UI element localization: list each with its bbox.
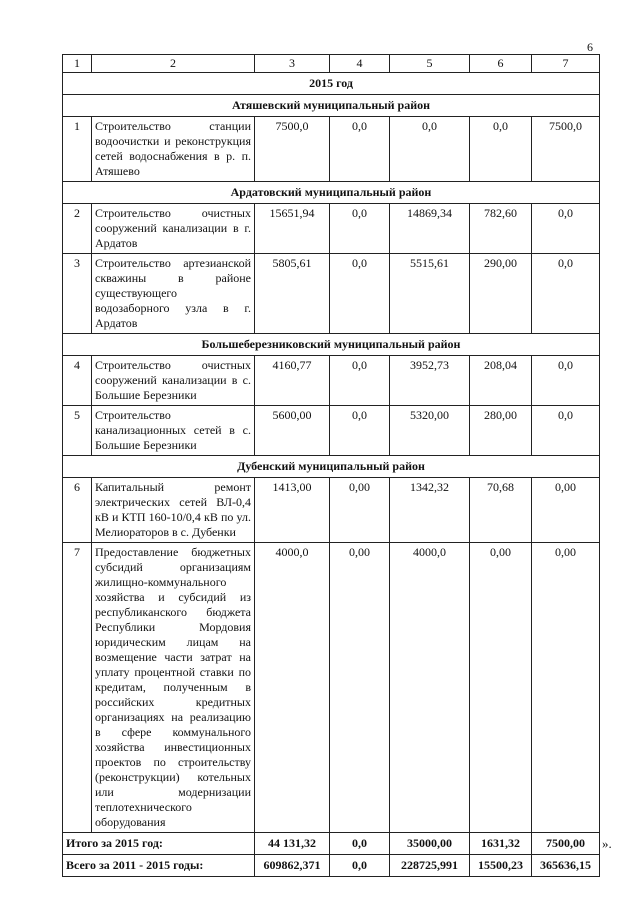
table-row bbox=[63, 254, 600, 334]
cell-col6: 0,00 bbox=[470, 543, 532, 833]
row-number: 2 bbox=[63, 204, 92, 254]
total-col7: 365636,15 bbox=[532, 855, 600, 877]
row-number: 7 bbox=[63, 543, 92, 833]
total-col6: 1631,32 bbox=[470, 833, 532, 855]
column-number-row bbox=[63, 55, 600, 73]
row-description: Строительство очистных сооружений канализации в с. Большие Березники bbox=[92, 356, 255, 406]
table-row bbox=[63, 543, 600, 833]
cell-col4: 0,00 bbox=[330, 478, 390, 543]
district-header-row bbox=[63, 456, 600, 478]
row-description: Предоставление бюджетных субсидий организациям жилищно-коммунального хозяйства и субсидий из республиканского бюджета Республики Мордовия юридическим лицам на возмещение части затрат на уплату процентной ставки по кредитам, полученным в российских кредитных организациях на реализацию в сфере коммунального хозяйства инвестиционных проектов по строительству (реконструкции) котельных или модернизации теплотехнического оборудования bbox=[92, 543, 255, 833]
district-header-row bbox=[63, 334, 600, 356]
cell-col5: 14869,34 bbox=[390, 204, 470, 254]
cell-col7: 0,0 bbox=[532, 254, 600, 334]
cell-col4: 0,0 bbox=[330, 204, 390, 254]
cell-col3: 5805,61 bbox=[255, 254, 330, 334]
cell-col7: 0,00 bbox=[532, 543, 600, 833]
cell-col6: 208,04 bbox=[470, 356, 532, 406]
column-number: 7 bbox=[532, 55, 600, 73]
total-label: Всего за 2011 - 2015 годы: bbox=[63, 855, 255, 877]
row-description: Строительство канализационных сетей в с. Большие Березники bbox=[92, 406, 255, 456]
table-row bbox=[63, 204, 600, 254]
page-number: 6 bbox=[587, 40, 593, 54]
cell-col5: 3952,73 bbox=[390, 356, 470, 406]
cell-col5: 5515,61 bbox=[390, 254, 470, 334]
row-description: Капитальный ремонт электрических сетей ВЛ-0,4 кВ и КТП 160-10/0,4 кВ по ул. Мелиораторов в с. Дубенки bbox=[92, 478, 255, 543]
cell-col6: 280,00 bbox=[470, 406, 532, 456]
cell-col4: 0,0 bbox=[330, 356, 390, 406]
cell-col3: 5600,00 bbox=[255, 406, 330, 456]
row-description: Строительство станции водоочистки и реконструкция сетей водоснабжения в р. п. Атяшево bbox=[92, 117, 255, 182]
row-description: Строительство артезианской скважины в районе существующего водозаборного узла в г. Ардатов bbox=[92, 254, 255, 334]
cell-col7: 7500,0 bbox=[532, 117, 600, 182]
cell-col4: 0,0 bbox=[330, 254, 390, 334]
district-name: Атяшевский муниципальный район bbox=[63, 95, 600, 117]
column-number: 6 bbox=[470, 55, 532, 73]
total-col5: 35000,00 bbox=[390, 833, 470, 855]
total-col4: 0,0 bbox=[330, 855, 390, 877]
cell-col3: 7500,0 bbox=[255, 117, 330, 182]
row-number: 3 bbox=[63, 254, 92, 334]
table-row bbox=[63, 117, 600, 182]
column-number: 5 bbox=[390, 55, 470, 73]
year-header-row bbox=[63, 73, 600, 95]
cell-col5: 5320,00 bbox=[390, 406, 470, 456]
total-col7: 7500,00 bbox=[532, 833, 600, 855]
district-header-row bbox=[63, 182, 600, 204]
row-number: 4 bbox=[63, 356, 92, 406]
total-col5: 228725,991 bbox=[390, 855, 470, 877]
district-name: Большеберезниковский муниципальный район bbox=[63, 334, 600, 356]
cell-col6: 782,60 bbox=[470, 204, 532, 254]
cell-col3: 4160,77 bbox=[255, 356, 330, 406]
cell-col4: 0,0 bbox=[330, 117, 390, 182]
cell-col7: 0,00 bbox=[532, 478, 600, 543]
district-name: Ардатовский муниципальный район bbox=[63, 182, 600, 204]
cell-col4: 0,0 bbox=[330, 406, 390, 456]
district-header-row bbox=[63, 95, 600, 117]
column-number: 4 bbox=[330, 55, 390, 73]
total-row-2015 bbox=[63, 833, 600, 855]
district-name: Дубенский муниципальный район bbox=[63, 456, 600, 478]
total-col6: 15500,23 bbox=[470, 855, 532, 877]
row-number: 6 bbox=[63, 478, 92, 543]
column-number: 1 bbox=[63, 55, 92, 73]
cell-col3: 1413,00 bbox=[255, 478, 330, 543]
cell-col3: 4000,0 bbox=[255, 543, 330, 833]
grand-total-row bbox=[63, 855, 600, 877]
row-description: Строительство очистных сооружений канализации в г. Ардатов bbox=[92, 204, 255, 254]
table-body bbox=[63, 55, 600, 877]
table-row bbox=[63, 478, 600, 543]
column-number: 3 bbox=[255, 55, 330, 73]
cell-col7: 0,0 bbox=[532, 356, 600, 406]
cell-col5: 1342,32 bbox=[390, 478, 470, 543]
year-header: 2015 год bbox=[63, 73, 600, 95]
cell-col7: 0,0 bbox=[532, 204, 600, 254]
column-number: 2 bbox=[92, 55, 255, 73]
total-col3: 44 131,32 bbox=[255, 833, 330, 855]
total-col4: 0,0 bbox=[330, 833, 390, 855]
cell-col6: 290,00 bbox=[470, 254, 532, 334]
cell-col5: 0,0 bbox=[390, 117, 470, 182]
cell-col6: 0,0 bbox=[470, 117, 532, 182]
table-row bbox=[63, 406, 600, 456]
row-number: 5 bbox=[63, 406, 92, 456]
cell-col4: 0,00 bbox=[330, 543, 390, 833]
cell-col6: 70,68 bbox=[470, 478, 532, 543]
table-row bbox=[63, 356, 600, 406]
cell-col5: 4000,0 bbox=[390, 543, 470, 833]
budget-table bbox=[62, 54, 600, 877]
total-col3: 609862,371 bbox=[255, 855, 330, 877]
closing-quote-mark: ». bbox=[602, 836, 612, 851]
total-label: Итого за 2015 год: bbox=[63, 833, 255, 855]
row-number: 1 bbox=[63, 117, 92, 182]
cell-col3: 15651,94 bbox=[255, 204, 330, 254]
cell-col7: 0,0 bbox=[532, 406, 600, 456]
